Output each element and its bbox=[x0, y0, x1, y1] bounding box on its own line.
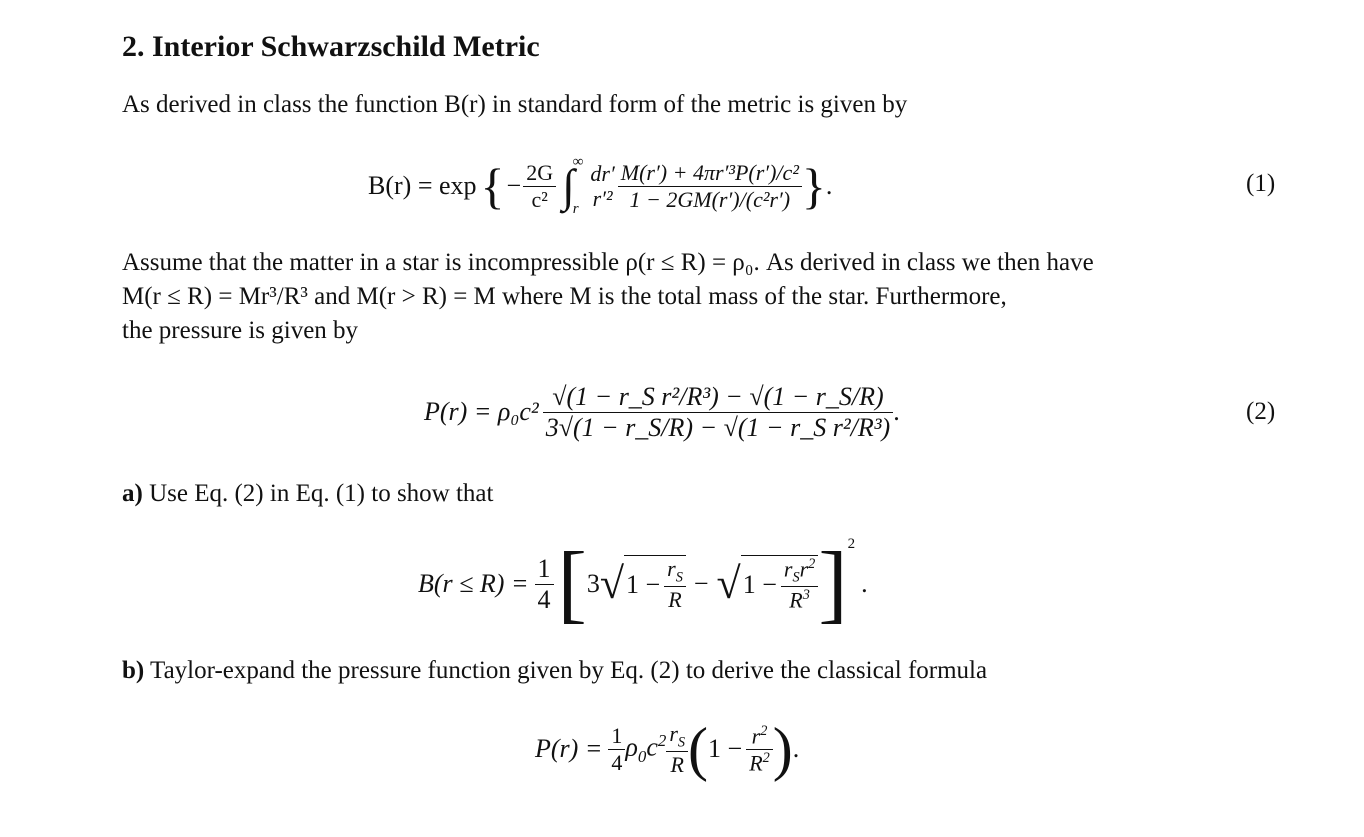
equation-a: B(r ≤ R) = $\frac{1}{4}$ [ 3 √ 1 − $\frac{r_S}{R}$ − √ 1 − $\frac{r_Sr^2}{R^3}$ ] 2 . bbox=[418, 535, 868, 632]
eqa-right-bracket: ] bbox=[818, 535, 848, 632]
eq1-main-num: M(r′) + 4πr′³P(r′)/c² bbox=[618, 160, 802, 186]
eq1-left-brace: { bbox=[480, 158, 505, 214]
eq1-integral bbox=[562, 154, 583, 218]
eqa-quarter: $\frac{1}{4}$ bbox=[535, 554, 554, 615]
equation-2: P(r) = ρ₀c² $\frac{\text{√(1 − r\_S r²/R³) − √(1 − r\_S/R)}}{\text{3√(1 − r\_S/R) − √(1 − r\_S r²/R³)}}$ . bbox=[424, 381, 900, 442]
eq1-right-brace: } bbox=[801, 158, 826, 214]
eq1-int-upper: ∞ bbox=[572, 154, 584, 170]
eqa-lhs: B(r ≤ R) = bbox=[418, 569, 529, 598]
integral-sign-icon: ∫ bbox=[562, 160, 575, 211]
part-a bbox=[122, 477, 493, 511]
eq1-number: (1) bbox=[1246, 170, 1276, 197]
intro-paragraph: As derived in class the function B(r) in standard form of the metric is given by bbox=[122, 91, 908, 118]
eq2-den: 3√(1 − r_S/R) − √(1 − r_S r²/R³) bbox=[545, 412, 891, 442]
eq2-frac bbox=[543, 382, 893, 443]
part-b bbox=[122, 654, 987, 688]
section-title: 2. Interior Schwarzschild Metric bbox=[122, 30, 540, 63]
eqa-exponent: 2 bbox=[847, 536, 856, 552]
assumption-line-3: the pressure is given by bbox=[122, 317, 359, 344]
eq2-num: √(1 − r_S r²/R³) − √(1 − r_S/R) bbox=[543, 382, 893, 413]
part-b-text: Taylor-expand the pressure function given by Eq. (2) to derive the classical formula bbox=[150, 657, 988, 684]
eq1-main-frac bbox=[618, 160, 802, 212]
eq2-lhs: P(r) = ρ₀c² bbox=[424, 397, 539, 426]
eqb-lhs: P(r) = bbox=[535, 734, 603, 763]
part-b-label: b) bbox=[122, 657, 145, 684]
part-a-label: a) bbox=[122, 480, 143, 507]
assumption-line-2: M(r ≤ R) = Mr³/R³ and M(r > R) = M where M is the total mass of the star. Furthermore, bbox=[122, 283, 1007, 310]
eq1-coef-frac bbox=[523, 160, 556, 212]
eq1-dr-num: dr′ bbox=[590, 160, 615, 186]
equation-1: B(r) = exp { − $\frac{2G}{\text{c²}}$ ∫ ∞ r dr′ r′² $\frac{\text{M(r′) + 4πr′³P(r′)/c²}}{\text{1 − 2GM(r′)/(c²r′)}}$ } . bbox=[368, 154, 833, 217]
eq1-main-den: 1 − 2GM(r′)/(c²r′) bbox=[629, 186, 791, 212]
eq1-coef-den: c² bbox=[531, 186, 548, 212]
eq2-number: (2) bbox=[1246, 398, 1276, 425]
assumption-line-1: Assume that the matter in a star is incompressible ρ(r ≤ R) = ρ₀. As derived in class we then have bbox=[122, 249, 1094, 276]
part-a-text: Use Eq. (2) in Eq. (1) to show that bbox=[149, 480, 494, 507]
eq1-dr-den: r′² bbox=[592, 186, 613, 211]
equation-b: P(r) = $\frac{1}{4}$ $\rho_0c^2$ $\frac{r_S}{R}$ ( 1 − $\frac{r^2}{R^2}$ ) . bbox=[535, 716, 800, 782]
eq1-int-lower: r bbox=[572, 201, 579, 217]
eq1-coef-num: 2G bbox=[523, 160, 556, 186]
eq1-dr-frac bbox=[587, 161, 617, 212]
eq1-lhs: B(r) = exp bbox=[368, 171, 477, 200]
eqa-left-bracket: [ bbox=[557, 535, 587, 632]
